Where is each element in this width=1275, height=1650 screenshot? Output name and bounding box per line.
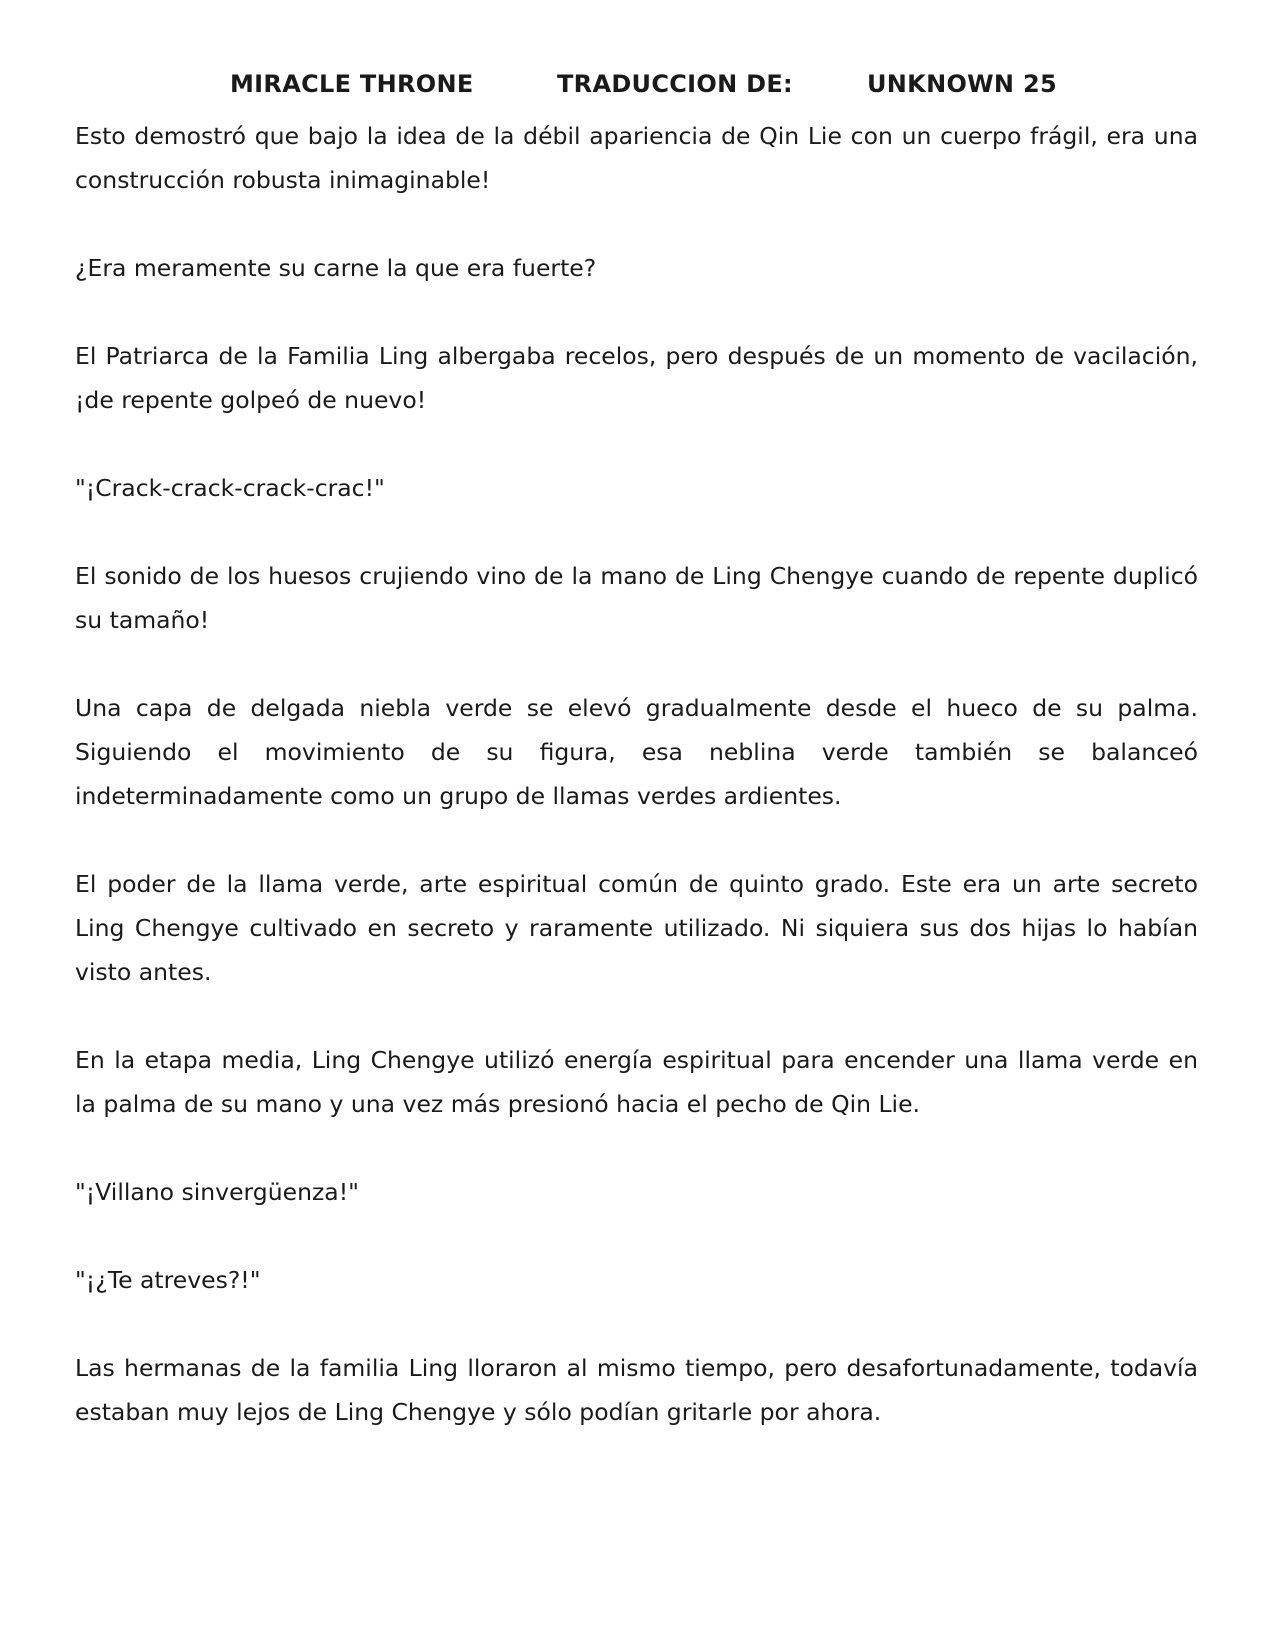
paragraph: "¡¿Te atreves?!" [75,1266,261,1294]
paragraph: Una capa de delgada niebla verde se elevó gradualmente desde el hueco de su palma. Siguiendo el movimiento de su figura, esa neblina verde también se balanceó indeterminadamente como un grupo de llamas verdes ardientes. [75,694,1198,810]
paragraph: "¡Crack-crack-crack-crac!" [75,474,385,502]
paragraph: "¡Villano sinvergüenza!" [75,1178,359,1206]
paragraph: Esto demostró que bajo la idea de la débil apariencia de Qin Lie con un cuerpo frágil, era una construcción robusta inimaginable! [75,122,1198,194]
translation-label: TRADUCCION DE: [557,70,793,98]
translator-name: UNKNOWN 25 [867,70,1057,98]
document-body [75,114,1198,1434]
paragraph: ¿Era meramente su carne la que era fuerte? [75,254,597,282]
page-header [0,70,1275,110]
paragraph: Las hermanas de la familia Ling lloraron al mismo tiempo, pero desafortunadamente, todavía estaban muy lejos de Ling Chengye y sólo podían gritarle por ahora. [75,1354,1198,1426]
novel-title: MIRACLE THRONE [230,70,474,98]
paragraph: El Patriarca de la Familia Ling albergaba recelos, pero después de un momento de vacilación, ¡de repente golpeó de nuevo! [75,342,1198,414]
paragraph: El poder de la llama verde, arte espiritual común de quinto grado. Este era un arte secreto Ling Chengye cultivado en secreto y raramente utilizado. Ni siquiera sus dos hijas lo habían visto antes. [75,870,1198,986]
paragraph: En la etapa media, Ling Chengye utilizó energía espiritual para encender una llama verde en la palma de su mano y una vez más presionó hacia el pecho de Qin Lie. [75,1046,1198,1118]
paragraph: El sonido de los huesos crujiendo vino de la mano de Ling Chengye cuando de repente duplicó su tamaño! [75,562,1198,634]
